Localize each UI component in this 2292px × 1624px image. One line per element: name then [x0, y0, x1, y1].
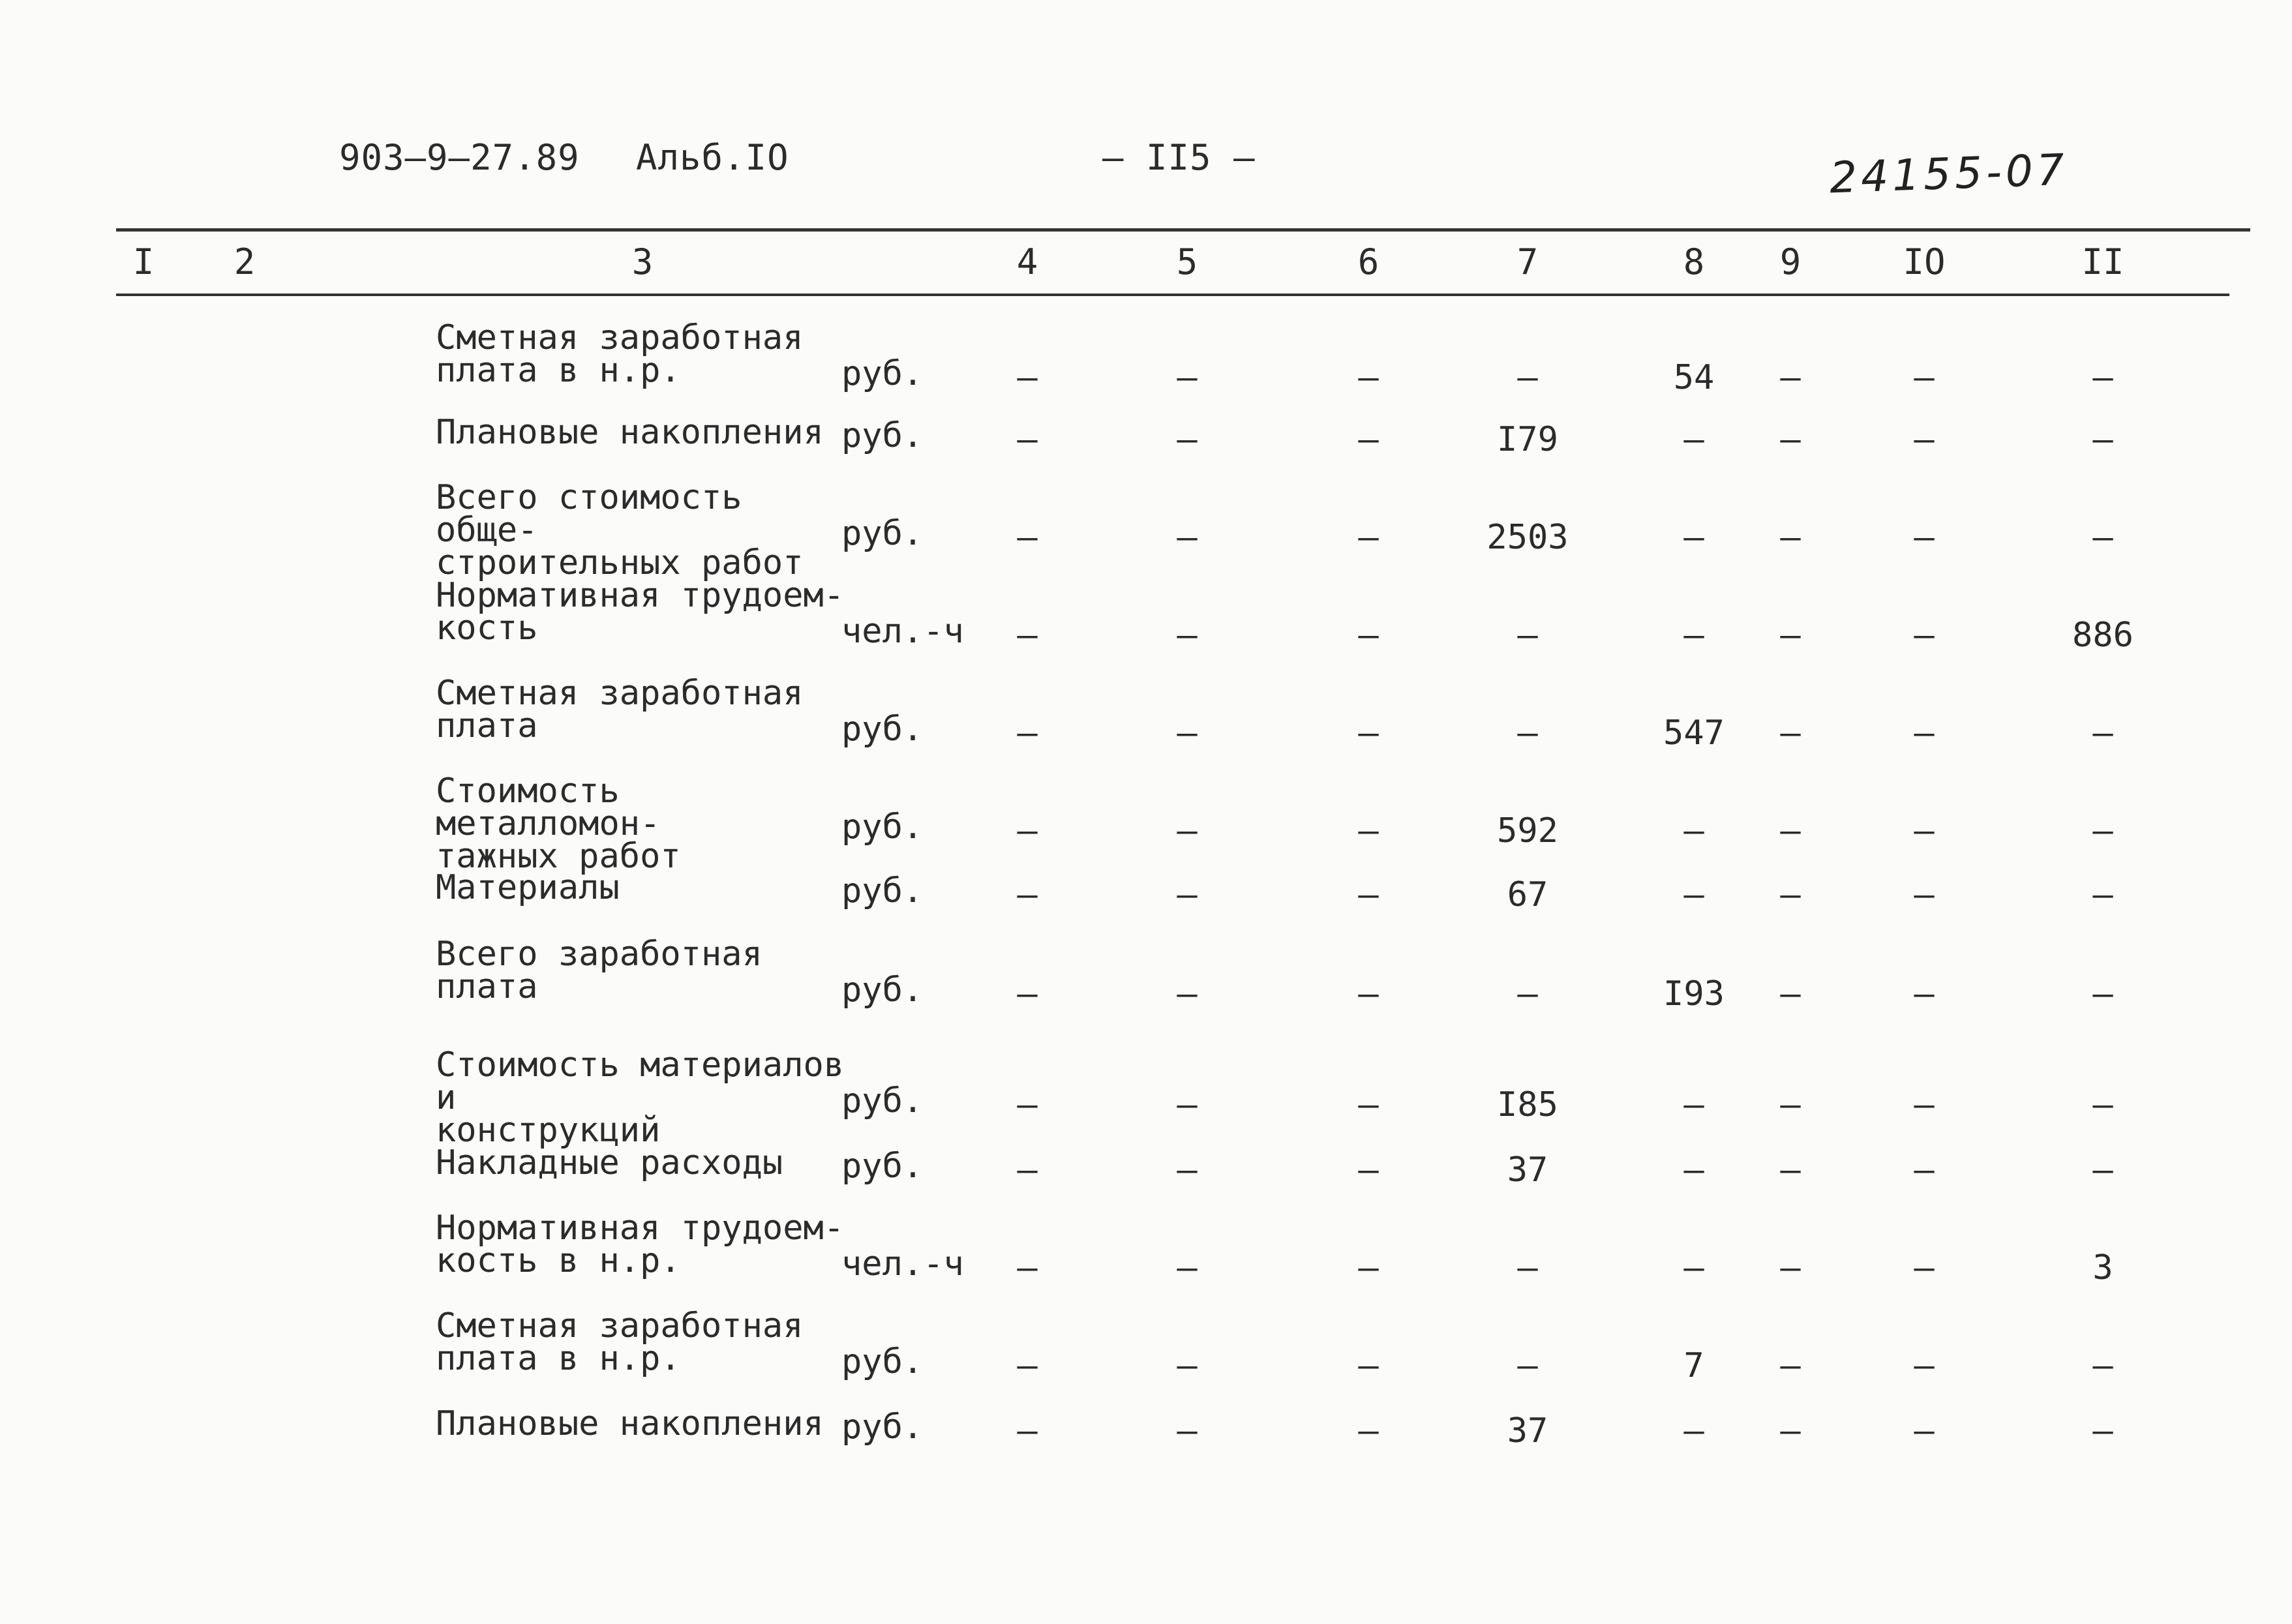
cell-col-10: –	[1914, 1411, 1935, 1451]
album-label: Альб.IО	[636, 137, 789, 178]
row-unit: руб.	[841, 807, 924, 847]
cell-col-6: –	[1358, 1411, 1379, 1451]
cell-col-5: –	[1177, 974, 1198, 1014]
cell-col-6: –	[1358, 518, 1379, 557]
cell-col-9: –	[1780, 714, 1801, 753]
row-title: Плановые накопления	[436, 1404, 824, 1443]
cell-col-8: 54	[1673, 358, 1715, 397]
cell-col-4: –	[1017, 875, 1038, 914]
column-header-2: 2	[234, 241, 256, 282]
cell-col-11: –	[2092, 1411, 2113, 1451]
row-title: Всего заработная плата	[436, 935, 762, 1006]
row-title: Плановые накопления	[436, 413, 824, 452]
cell-col-8: –	[1683, 1411, 1704, 1451]
row-title: Сметная заработная плата в н.р.	[436, 1306, 804, 1378]
column-header-11: II	[2081, 241, 2124, 282]
cell-col-8: –	[1683, 1085, 1704, 1124]
cell-col-9: –	[1780, 1248, 1801, 1287]
cell-col-7: 37	[1507, 1150, 1548, 1190]
cell-col-9: –	[1780, 875, 1801, 914]
doc-code: 903–9–27.89	[339, 137, 580, 178]
row-unit: руб.	[841, 1342, 924, 1381]
cell-col-9: –	[1780, 518, 1801, 557]
cell-col-11: –	[2092, 811, 2113, 850]
cell-col-8: I93	[1663, 974, 1725, 1014]
cell-col-10: –	[1914, 811, 1935, 850]
cell-col-6: –	[1358, 1085, 1379, 1124]
cell-col-4: –	[1017, 1411, 1038, 1451]
cell-col-9: –	[1780, 616, 1801, 655]
row-title: Накладные расходы	[436, 1143, 783, 1182]
row-unit: руб.	[841, 1147, 924, 1186]
row-unit: руб.	[841, 1081, 924, 1120]
cell-col-8: –	[1683, 1248, 1704, 1287]
row-unit: руб.	[841, 514, 924, 553]
cell-col-9: –	[1780, 420, 1801, 459]
row-unit: руб.	[841, 1407, 924, 1447]
cell-col-10: –	[1914, 616, 1935, 655]
cell-col-7: –	[1517, 616, 1538, 655]
row-unit: руб.	[841, 970, 924, 1010]
cell-col-7: 37	[1507, 1411, 1548, 1451]
cell-col-9: –	[1780, 358, 1801, 397]
cell-col-5: –	[1177, 811, 1198, 850]
row-unit: чел.-ч	[841, 1244, 964, 1284]
cell-col-5: –	[1177, 1346, 1198, 1385]
cell-col-9: –	[1780, 1150, 1801, 1190]
column-header-7: 7	[1516, 241, 1539, 282]
cell-col-11: –	[2092, 420, 2113, 459]
row-title: Всего стоимость обще- строительных работ	[436, 478, 804, 582]
cell-col-4: –	[1017, 811, 1038, 850]
cell-col-5: –	[1177, 714, 1198, 753]
row-unit: руб.	[841, 354, 924, 393]
row-unit: руб.	[841, 710, 924, 749]
cell-col-7: I79	[1497, 420, 1558, 459]
cell-col-4: –	[1017, 1085, 1038, 1124]
cell-col-4: –	[1017, 1346, 1038, 1385]
cell-col-4: –	[1017, 974, 1038, 1014]
column-header-8: 8	[1683, 241, 1705, 282]
cell-col-10: –	[1914, 714, 1935, 753]
cell-col-6: –	[1358, 1248, 1379, 1287]
column-header-6: 6	[1357, 241, 1380, 282]
cell-col-8: –	[1683, 1150, 1704, 1190]
cell-col-8: –	[1683, 518, 1704, 557]
handwritten-number: 24155-07	[1828, 144, 2069, 203]
cell-col-8: –	[1683, 616, 1704, 655]
cell-col-4: –	[1017, 1248, 1038, 1287]
cell-col-10: –	[1914, 518, 1935, 557]
cell-col-6: –	[1358, 358, 1379, 397]
row-title: Стоимость металломон- тажных работ	[436, 772, 681, 876]
cell-col-6: –	[1358, 811, 1379, 850]
row-title: Нормативная трудоем- кость в н.р.	[436, 1209, 845, 1280]
cell-col-7: 67	[1507, 875, 1548, 914]
cell-col-6: –	[1358, 714, 1379, 753]
cell-col-10: –	[1914, 974, 1935, 1014]
cell-col-7: –	[1517, 714, 1538, 753]
column-header-9: 9	[1779, 241, 1802, 282]
cell-col-5: –	[1177, 616, 1198, 655]
cell-col-9: –	[1780, 1411, 1801, 1451]
cell-col-5: –	[1177, 1150, 1198, 1190]
row-title: Сметная заработная плата в н.р.	[436, 318, 804, 390]
cell-col-5: –	[1177, 875, 1198, 914]
column-header-1: I	[132, 241, 155, 282]
cell-col-6: –	[1358, 616, 1379, 655]
cell-col-10: –	[1914, 875, 1935, 914]
row-title: Нормативная трудоем- кость	[436, 576, 845, 648]
row-title: Стоимость материалов и конструкций	[436, 1045, 845, 1150]
page-number: – II5 –	[1102, 137, 1256, 178]
cell-col-9: –	[1780, 974, 1801, 1014]
cell-col-9: –	[1780, 1085, 1801, 1124]
cell-col-11: –	[2092, 518, 2113, 557]
cell-col-7: –	[1517, 974, 1538, 1014]
cell-col-7: I85	[1497, 1085, 1558, 1124]
cell-col-11: –	[2092, 1346, 2113, 1385]
cell-col-10: –	[1914, 1085, 1935, 1124]
cell-col-5: –	[1177, 358, 1198, 397]
cell-col-8: –	[1683, 420, 1704, 459]
cell-col-11: 886	[2072, 616, 2134, 655]
cell-col-4: –	[1017, 1150, 1038, 1190]
cell-col-7: 592	[1497, 811, 1558, 850]
cell-col-6: –	[1358, 974, 1379, 1014]
row-title: Сметная заработная плата	[436, 674, 804, 745]
cell-col-11: –	[2092, 714, 2113, 753]
row-unit: руб.	[841, 871, 924, 910]
cell-col-10: –	[1914, 1346, 1935, 1385]
cell-col-11: –	[2092, 875, 2113, 914]
cell-col-10: –	[1914, 1150, 1935, 1190]
cell-col-6: –	[1358, 1346, 1379, 1385]
cell-col-6: –	[1358, 1150, 1379, 1190]
cell-col-7: –	[1517, 1346, 1538, 1385]
cell-col-5: –	[1177, 518, 1198, 557]
cell-col-4: –	[1017, 714, 1038, 753]
cell-col-10: –	[1914, 358, 1935, 397]
row-unit: руб.	[841, 416, 924, 455]
cell-col-9: –	[1780, 811, 1801, 850]
cell-col-5: –	[1177, 1085, 1198, 1124]
column-header-4: 4	[1016, 241, 1038, 282]
cell-col-11: –	[2092, 974, 2113, 1014]
cell-col-6: –	[1358, 420, 1379, 459]
cell-col-6: –	[1358, 875, 1379, 914]
cell-col-4: –	[1017, 518, 1038, 557]
cell-col-10: –	[1914, 1248, 1935, 1287]
cell-col-8: –	[1683, 875, 1704, 914]
cell-col-7: –	[1517, 358, 1538, 397]
cell-col-10: –	[1914, 420, 1935, 459]
cell-col-11: 3	[2092, 1248, 2113, 1287]
cell-col-11: –	[2092, 1085, 2113, 1124]
cell-col-8: 7	[1683, 1346, 1704, 1385]
cell-col-4: –	[1017, 358, 1038, 397]
column-header-3: 3	[631, 241, 654, 282]
cell-col-4: –	[1017, 616, 1038, 655]
cell-col-11: –	[2092, 358, 2113, 397]
cell-col-11: –	[2092, 1150, 2113, 1190]
cell-col-5: –	[1177, 420, 1198, 459]
cell-col-7: –	[1517, 1248, 1538, 1287]
top-rule	[116, 228, 2250, 232]
cell-col-4: –	[1017, 420, 1038, 459]
row-unit: чел.-ч	[841, 612, 964, 651]
column-header-10: IО	[1903, 241, 1946, 282]
header-rule	[116, 293, 2229, 296]
column-header-5: 5	[1176, 241, 1198, 282]
row-title: Материалы	[436, 868, 620, 907]
cell-col-9: –	[1780, 1346, 1801, 1385]
cell-col-8: 547	[1663, 714, 1725, 753]
cell-col-5: –	[1177, 1411, 1198, 1451]
cell-col-7: 2503	[1486, 518, 1569, 557]
cell-col-8: –	[1683, 811, 1704, 850]
cell-col-5: –	[1177, 1248, 1198, 1287]
